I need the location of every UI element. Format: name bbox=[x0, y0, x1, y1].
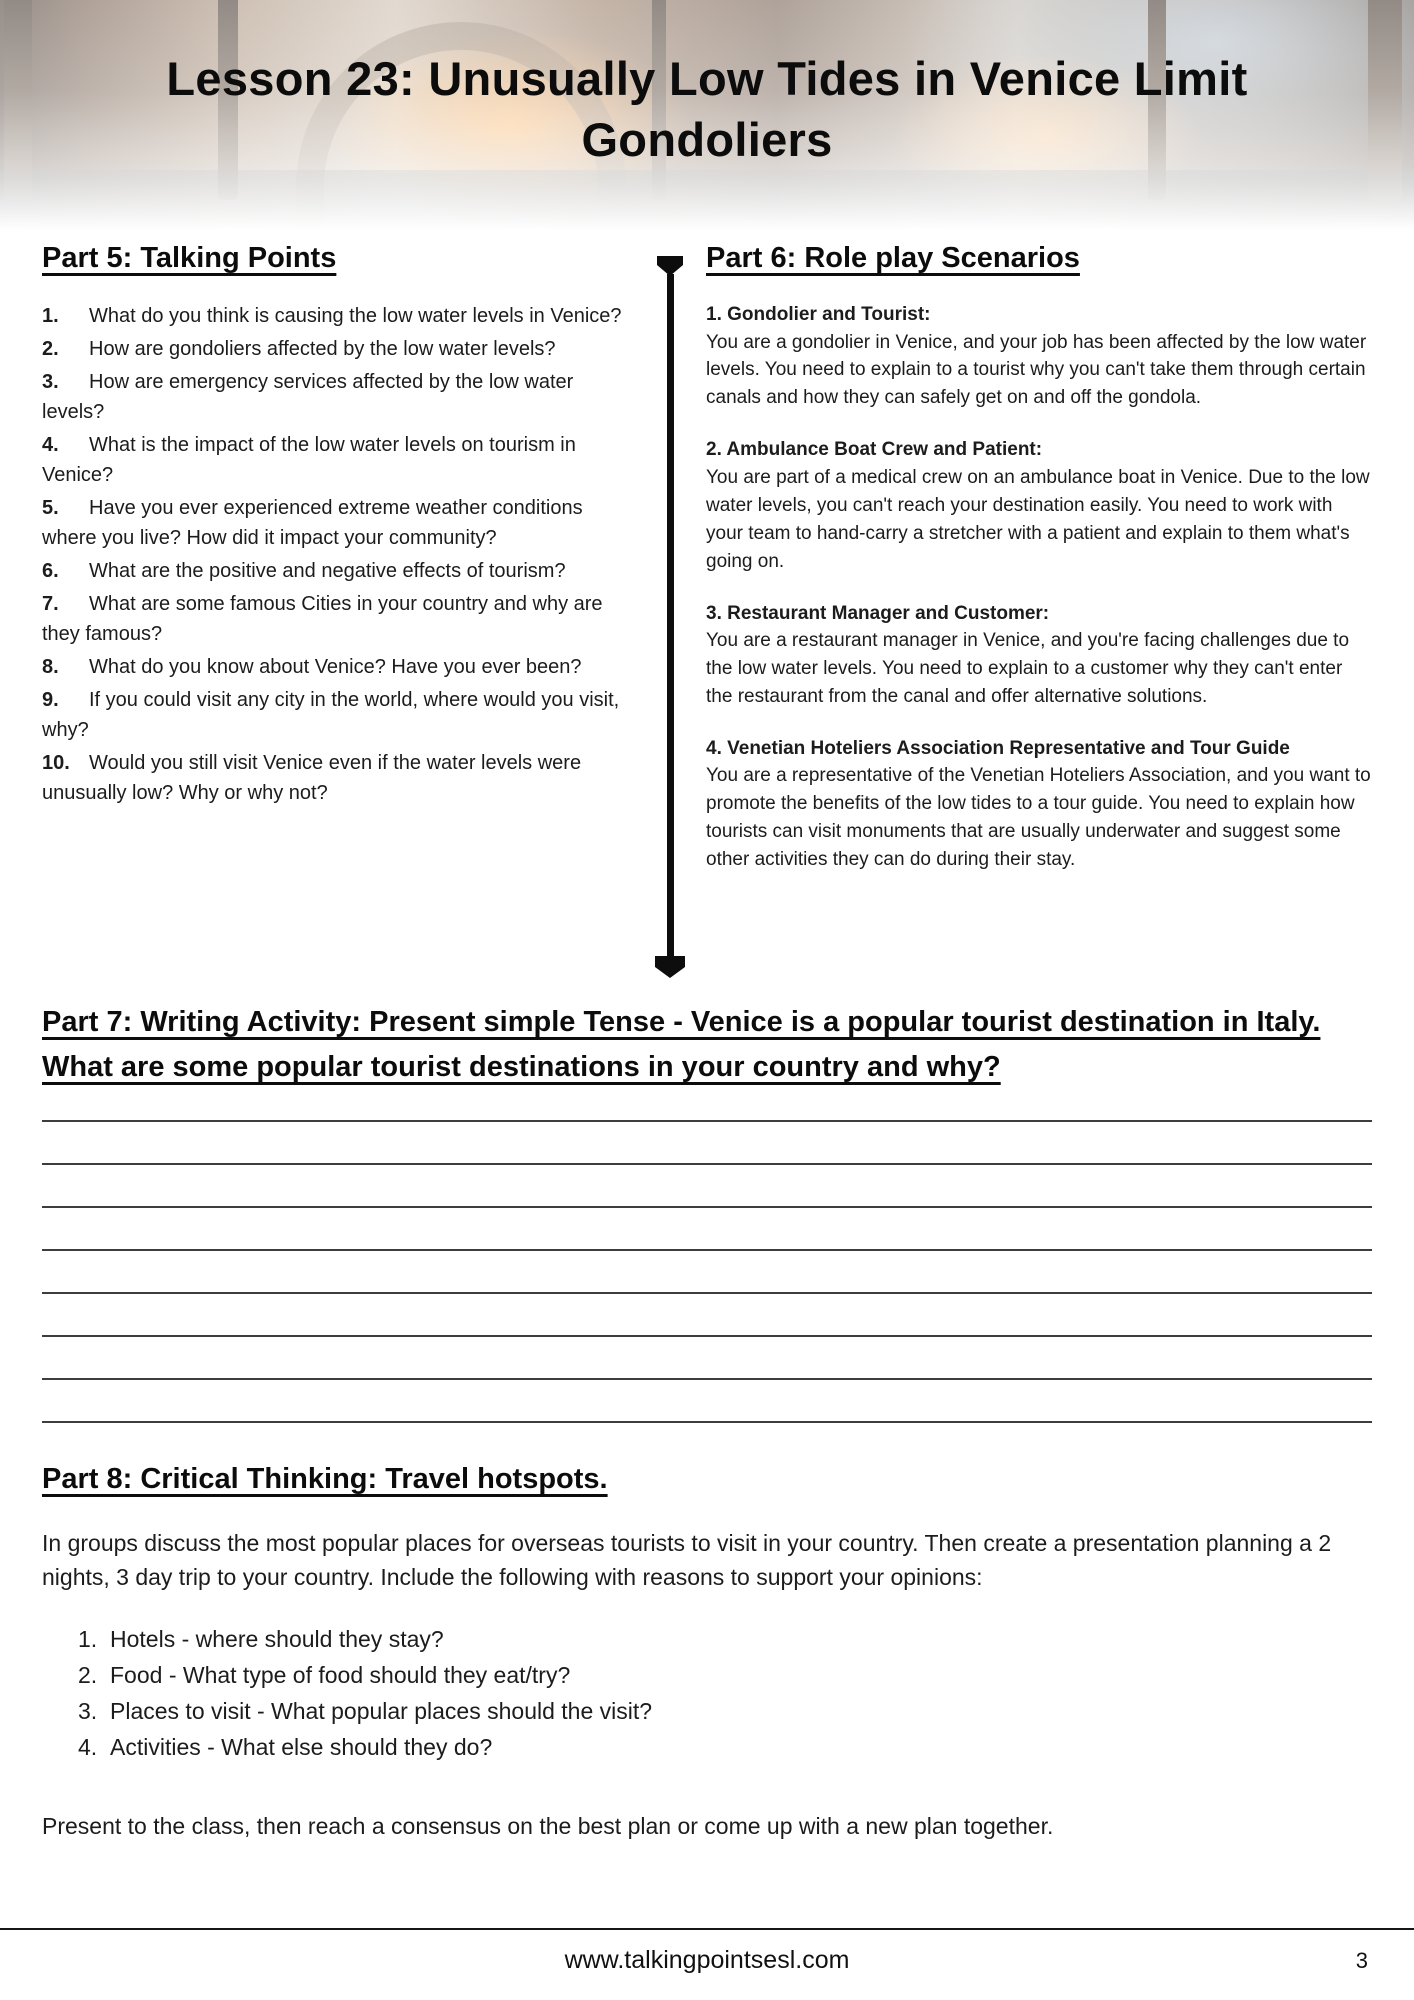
column-divider bbox=[655, 256, 685, 978]
talking-point bbox=[42, 367, 634, 427]
page-title-line2: Gondoliers bbox=[581, 113, 833, 167]
part8-list bbox=[78, 1621, 1372, 1765]
writing-line bbox=[42, 1251, 1372, 1294]
talking-point bbox=[42, 589, 634, 649]
talking-point bbox=[42, 301, 634, 331]
scenario-body: You are part of a medical crew on an ambulance boat in Venice. Due to the low water levels, you can't reach your destination easily. You need to work with your team to hand-carry a stretcher with a patient and explain to them what's going on. bbox=[706, 466, 1370, 572]
talking-point-text: How are gondoliers affected by the low water levels? bbox=[89, 338, 556, 360]
part8-intro: In groups discuss the most popular places for overseas tourists to visit in your country. Then create a presentation planning a 2 nights, 3 day trip to your country. Include the following with reasons to support your opinions: bbox=[42, 1529, 1332, 1591]
list-item-text: Activities - What else should they do? bbox=[110, 1734, 493, 1761]
talking-point bbox=[42, 748, 634, 808]
writing-lines bbox=[42, 1094, 1372, 1423]
part7-section bbox=[42, 1000, 1372, 1423]
part5-section bbox=[42, 242, 634, 811]
talking-point-text: What are the positive and negative effects of tourism? bbox=[89, 560, 566, 582]
writing-line bbox=[42, 1208, 1372, 1251]
page-number: 3 bbox=[1355, 1948, 1368, 1973]
writing-line bbox=[42, 1380, 1372, 1423]
writing-line bbox=[42, 1165, 1372, 1208]
writing-line bbox=[42, 1294, 1372, 1337]
talking-point bbox=[42, 493, 634, 553]
footer-website-url: www.talkingpointsesl.com bbox=[564, 1946, 850, 1974]
talking-point-number: 7. bbox=[42, 593, 59, 615]
scenario-body: You are a gondolier in Venice, and your job has been affected by the low water levels. You need to explain to a tourist why you can't take them through certain canals and how they can safely get on and off the gondola. bbox=[706, 331, 1367, 409]
talking-point bbox=[42, 685, 634, 745]
writing-line bbox=[42, 1337, 1372, 1380]
talking-point-text: Would you still visit Venice even if the water levels were unusually low? Why or why not? bbox=[42, 752, 582, 804]
list-item bbox=[78, 1729, 1372, 1765]
part8-section bbox=[42, 1463, 1372, 1840]
scenario-title: 2. Ambulance Boat Crew and Patient: bbox=[706, 439, 1043, 461]
page-title-line1: Lesson 23: Unusually Low Tides in Venice Limit bbox=[166, 52, 1248, 105]
writing-line bbox=[42, 1094, 1372, 1122]
part7-heading: Part 7: Writing Activity: Present simple Tense - Venice is a popular tourist destination in Italy. What are some popular tourist destinations in your country and why? bbox=[42, 1006, 1321, 1083]
scenario-body: You are a representative of the Venetian Hoteliers Association, and you want to promote the benefits of the low tides to a tour guide. You need to explain how tourists can visit monuments that are usually underwater and suggest some other activities they can do during their stay. bbox=[706, 765, 1371, 871]
page-content bbox=[0, 230, 1414, 1840]
talking-point-text: What is the impact of the low water levels on tourism in Venice? bbox=[42, 434, 576, 486]
list-item-number: 2. bbox=[78, 1661, 98, 1688]
writing-line bbox=[42, 1122, 1372, 1165]
talking-point-number: 3. bbox=[42, 371, 59, 393]
list-item bbox=[78, 1693, 1372, 1729]
talking-point-number: 6. bbox=[42, 560, 59, 582]
talking-point-number: 9. bbox=[42, 689, 59, 711]
part6-section bbox=[706, 242, 1372, 898]
scenario-title: 4. Venetian Hoteliers Association Representative and Tour Guide bbox=[706, 737, 1290, 759]
talking-point-text: If you could visit any city in the world, where would you visit, why? bbox=[42, 689, 620, 741]
page-footer bbox=[0, 1928, 1414, 2000]
divider-top-cap-icon bbox=[657, 256, 683, 276]
talking-point bbox=[42, 652, 634, 682]
list-item-text: Hotels - where should they stay? bbox=[110, 1625, 444, 1652]
talking-point-number: 5. bbox=[42, 497, 59, 519]
list-item bbox=[78, 1657, 1372, 1693]
scenario-title: 1. Gondolier and Tourist: bbox=[706, 304, 931, 325]
part8-outro: Present to the class, then reach a consensus on the best plan or come up with a new plan together. bbox=[42, 1813, 1054, 1840]
talking-point-number: 4. bbox=[42, 434, 59, 456]
scenario-title: 3. Restaurant Manager and Customer: bbox=[706, 602, 1050, 624]
talking-point-text: How are emergency services affected by the low water levels? bbox=[42, 371, 574, 423]
divider-bottom-cap-icon bbox=[655, 956, 685, 978]
talking-point-number: 8. bbox=[42, 656, 59, 678]
talking-point-text: What are some famous Cities in your country and why are they famous? bbox=[42, 593, 603, 645]
talking-point-text: What do you think is causing the low water levels in Venice? bbox=[89, 305, 622, 327]
list-item bbox=[78, 1621, 1372, 1657]
talking-point-text: What do you know about Venice? Have you ever been? bbox=[89, 656, 582, 678]
divider-shaft bbox=[667, 274, 674, 958]
page-title bbox=[0, 0, 1414, 170]
list-item-number: 1. bbox=[78, 1625, 98, 1652]
talking-point bbox=[42, 430, 634, 490]
list-item-number: 4. bbox=[78, 1734, 98, 1761]
scenario-body: You are a restaurant manager in Venice, and you're facing challenges due to the low water levels. You need to explain to a customer why they can't enter the restaurant from the canal and offer alternative solutions. bbox=[706, 630, 1350, 707]
list-item-number: 3. bbox=[78, 1698, 98, 1725]
list-item-text: Places to visit - What popular places should the visit? bbox=[110, 1698, 653, 1725]
header-photo bbox=[0, 0, 1414, 230]
list-item-text: Food - What type of food should they eat/try? bbox=[110, 1661, 571, 1688]
talking-point-number: 1. bbox=[42, 305, 59, 327]
part5-heading: Part 5: Talking Points bbox=[42, 242, 337, 274]
talking-point bbox=[42, 334, 634, 364]
talking-point-number: 2. bbox=[42, 338, 59, 360]
part6-heading: Part 6: Role play Scenarios bbox=[706, 242, 1080, 274]
talking-point-number: 10. bbox=[42, 752, 70, 774]
talking-point-text: Have you ever experienced extreme weather conditions where you live? How did it impact your community? bbox=[42, 497, 583, 549]
two-column-section bbox=[42, 242, 1372, 982]
talking-point bbox=[42, 556, 634, 586]
part8-heading: Part 8: Critical Thinking: Travel hotspots. bbox=[42, 1462, 608, 1495]
